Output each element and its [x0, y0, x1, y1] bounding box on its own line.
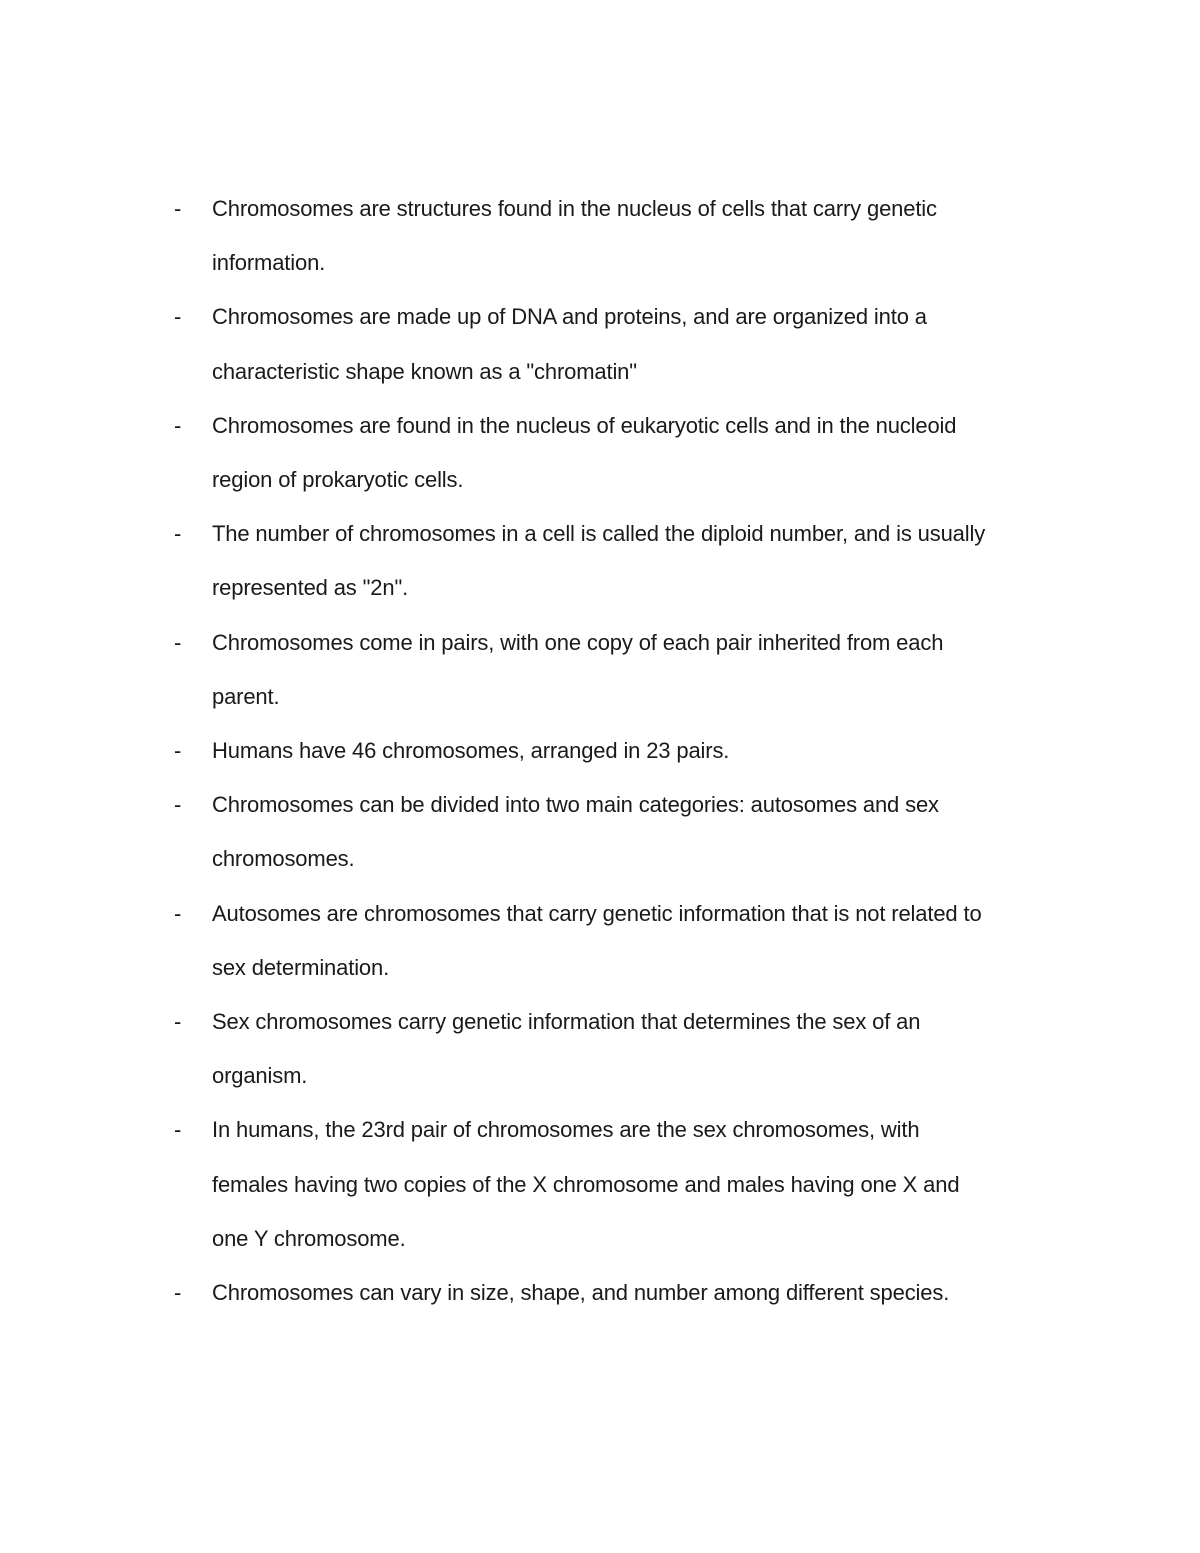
bullet-text-line: Humans have 46 chromosomes, arranged in 23 pairs.: [212, 738, 730, 764]
bullet-text-line: Chromosomes can vary in size, shape, and number among different species.: [212, 1280, 950, 1306]
bullet-marker: -: [174, 521, 182, 547]
bullet-marker: -: [174, 900, 182, 926]
list-item: [0, 1266, 1062, 1320]
bullet-text-line: Sex chromosomes carry genetic information that determines the sex of an: [212, 1009, 921, 1035]
bullet-text-line: Chromosomes come in pairs, with one copy of each pair inherited from each: [212, 629, 944, 655]
bullet-text-line: region of prokaryotic cells.: [212, 467, 464, 493]
bullet-text-line: Chromosomes are made up of DNA and proteins, and are organized into a: [212, 304, 927, 330]
bullet-text-line: Chromosomes are structures found in the nucleus of cells that carry genetic: [212, 196, 937, 221]
bullet-text-line: parent.: [212, 683, 280, 709]
list-item: [0, 399, 1062, 507]
bullet-text-line: characteristic shape known as a "chromatin": [212, 358, 637, 384]
list-item: [0, 778, 1062, 886]
bullet-marker: -: [174, 304, 182, 330]
list-item: [0, 507, 1062, 615]
bullet-marker: -: [174, 792, 182, 818]
bullet-text-line: information.: [212, 250, 326, 276]
bullet-marker: -: [174, 1009, 182, 1035]
bullet-list: [0, 182, 1200, 1320]
bullet-marker: -: [174, 1280, 182, 1306]
list-item: [0, 1103, 1062, 1266]
bullet-marker: -: [174, 1117, 182, 1143]
list-item: [0, 724, 1062, 778]
list-item: [0, 616, 1062, 724]
bullet-text-line: Chromosomes are found in the nucleus of eukaryotic cells and in the nucleoid: [212, 412, 957, 438]
bullet-text-line: represented as "2n".: [212, 575, 409, 601]
bullet-text-line: one Y chromosome.: [212, 1225, 406, 1251]
bullet-text-line: sex determination.: [212, 954, 390, 980]
list-item: [0, 887, 1062, 995]
bullet-text-line: In humans, the 23rd pair of chromosomes are the sex chromosomes, with: [212, 1117, 920, 1143]
bullet-marker: -: [174, 412, 182, 438]
bullet-marker: -: [174, 738, 182, 764]
bullet-text-line: organism.: [212, 1063, 308, 1089]
list-item: [0, 995, 1062, 1103]
list-item: [0, 290, 1062, 398]
bullet-text-line: chromosomes.: [212, 846, 355, 872]
bullet-text-line: Autosomes are chromosomes that carry genetic information that is not related to: [212, 900, 982, 926]
bullet-text-line: Chromosomes can be divided into two main categories: autosomes and sex: [212, 792, 939, 818]
bullet-marker: -: [174, 629, 182, 655]
list-item: [0, 182, 1062, 290]
bullet-marker: -: [174, 196, 182, 221]
bullet-text-line: females having two copies of the X chromosome and males having one X and: [212, 1171, 960, 1197]
bullet-text-line: The number of chromosomes in a cell is called the diploid number, and is usually: [212, 521, 986, 547]
